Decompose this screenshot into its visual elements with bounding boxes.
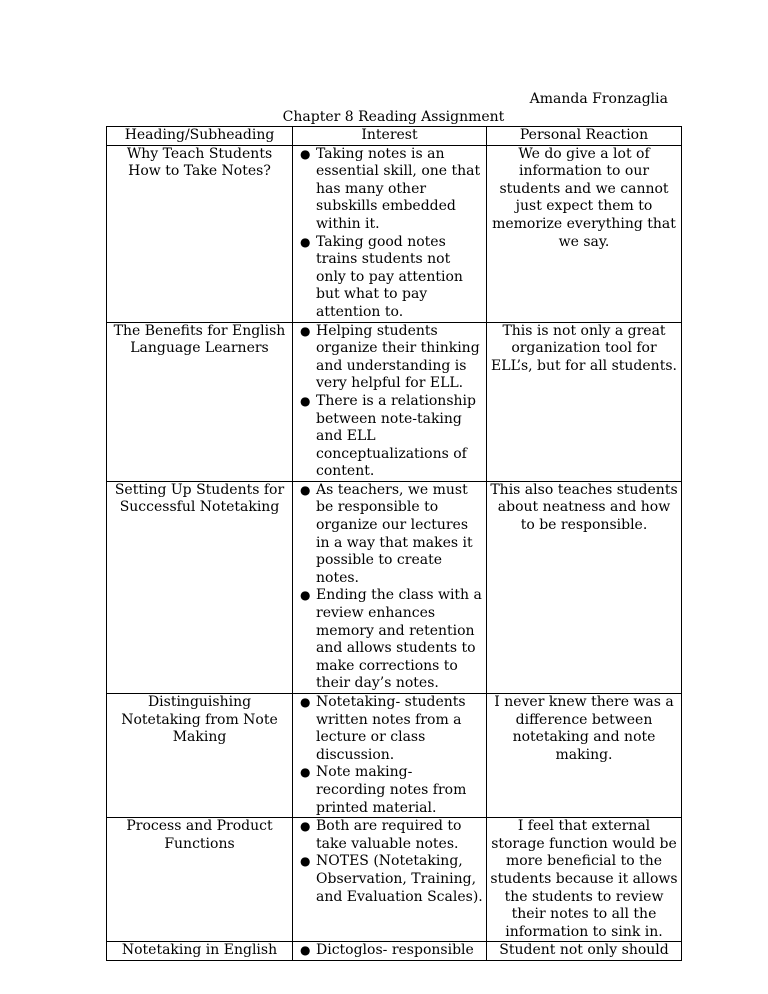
bullet-icon: ●	[300, 146, 311, 161]
table-row	[107, 694, 682, 818]
bullet-icon: ●	[300, 695, 311, 709]
bullet-icon: ●	[300, 588, 311, 603]
reaction-cell: This is not only a great organization tool for ELL’s, but for all students.	[487, 322, 682, 481]
table-row	[107, 322, 682, 481]
heading-cell: The Benefits for English Language Learners	[107, 322, 293, 481]
table-row	[107, 481, 682, 693]
interest-cell	[293, 818, 487, 942]
reaction-cell: This also teaches students about neatness and how to be responsible.	[487, 481, 682, 693]
list-item: ● Taking notes is an essential skill, one that has many other subskills embedded within it.	[300, 145, 481, 232]
interest-cell	[293, 694, 487, 818]
table-row	[107, 145, 682, 322]
list-item: ● Dictoglos- responsible	[300, 942, 474, 959]
interest-cell	[293, 481, 487, 693]
list-item: ● Ending the class with a review enhances memory and retention and allows students to make corrections to their day’s notes.	[300, 587, 482, 692]
bullet-icon: ●	[300, 819, 311, 834]
list-item: ● NOTES (Notetaking, Observation, Training, and Evaluation Scales).	[300, 853, 483, 905]
list-item: ● Note making- recording notes from printed material.	[300, 764, 467, 816]
list-item: ● There is a relationship between note-taking and ELL conceptualizations of content.	[300, 392, 476, 480]
bullet-icon: ●	[300, 943, 311, 958]
list-item: ● Both are required to take valuable notes.	[300, 818, 462, 852]
bullet-icon: ●	[300, 482, 311, 497]
reading-table	[106, 126, 682, 961]
page-title: Chapter 8 Reading Assignment	[282, 109, 505, 125]
table-row	[107, 942, 682, 961]
bullet-icon: ●	[300, 854, 311, 869]
reaction-cell: I never knew there was a difference between notetaking and note making.	[487, 694, 682, 818]
heading-cell: Distinguishing Notetaking from Note Making	[107, 694, 293, 818]
list-item: ● Taking good notes trains students not only to pay attention but what to pay attention to.	[300, 233, 463, 320]
column-header: Interest	[293, 127, 487, 146]
reaction-cell: We do give a lot of information to our students and we cannot just expect them to memorize everything that we say.	[487, 145, 682, 322]
list-item: ● Notetaking- students written notes from a lecture or class discussion.	[300, 694, 466, 763]
heading-cell: Notetaking in English	[107, 942, 293, 961]
bullet-icon: ●	[300, 393, 311, 408]
interest-cell	[293, 145, 487, 322]
heading-cell: Why Teach Students How to Take Notes?	[107, 145, 293, 322]
heading-cell: Setting Up Students for Successful Notetaking	[107, 481, 293, 693]
heading-cell: Process and Product Functions	[107, 818, 293, 942]
list-item: ● As teachers, we must be responsible to organize our lectures in a way that makes it possible to create notes.	[300, 481, 473, 586]
bullet-icon: ●	[300, 323, 311, 338]
table-row	[107, 818, 682, 942]
interest-cell	[293, 942, 487, 961]
reaction-cell: Student not only should	[487, 942, 682, 961]
bullet-icon: ●	[300, 234, 311, 249]
column-header: Heading/Subheading	[107, 127, 293, 146]
reaction-cell: I feel that external storage function would be more beneficial to the students because it allows the students to review their notes to all the information to sink in.	[487, 818, 682, 942]
author-name: Amanda Fronzaglia	[529, 91, 668, 107]
interest-cell	[293, 322, 487, 481]
column-header: Personal Reaction	[487, 127, 682, 146]
bullet-icon: ●	[300, 765, 311, 780]
list-item: ● Helping students organize their thinking and understanding is very helpful for ELL.	[300, 322, 480, 392]
table-header-row	[107, 127, 682, 146]
